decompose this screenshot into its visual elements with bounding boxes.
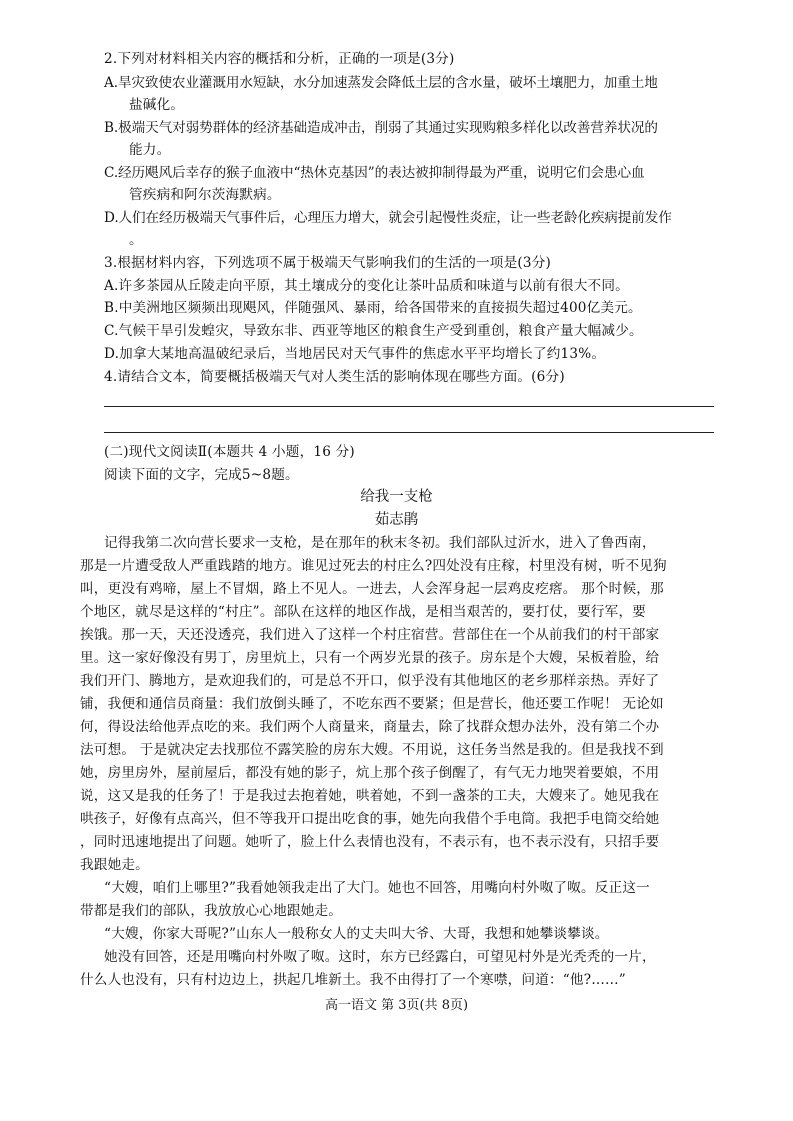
story-line: “大嫂，你家大哥呢?”山东人一般称女人的丈夫叫大爷、大哥，我想和她攀谈攀谈。	[104, 926, 609, 942]
section-heading: (二)现代文阅读Ⅱ(本题共 4 小题，16 分)	[104, 444, 355, 460]
story-line: 个地区，就尽是这样的“村庄”。部队在这样的地区作战，是相当艰苦的，要打仗，要行军，要	[80, 604, 647, 620]
q2-option-d: D.人们在经历极端天气事件后，心理压力增大，就会引起慢性炎症，让一些老龄化疾病提前发作	[104, 210, 672, 226]
q3-option-a: A.许多茶园从丘陵走向平原，其土壤成分的变化让茶叶品质和味道与以前有很大不同。	[104, 278, 629, 294]
answer-line	[104, 406, 714, 407]
q2-option-b-cont: 能力。	[129, 142, 171, 158]
story-line: 记得我第二次向营长要求一支枪，是在那年的秋末冬初。我们部队过沂水，进入了鲁西南，	[104, 535, 656, 551]
story-line: 里。这一家好像没有男丁，房里炕上，只有一个两岁光景的孩子。房东是个大嫂，呆板着脸，给	[80, 650, 660, 666]
story-line: 她，房里房外，屋前屋后，都没有她的影子，炕上那个孩子倒醒了，有气无力地哭着要娘，不用	[80, 765, 660, 781]
q2-option-b: B.极端天气对弱势群体的经济基础造成冲击，削弱了其通过实现购粮多样化以改善营养状况的	[104, 120, 658, 136]
q2-option-c: C.经历飓风后幸存的猴子血液中“热休克基因”的表达被抑制得最为严重，说明它们会患心血	[104, 165, 645, 181]
story-line: “大嫂，咱们上哪里?”我看她领我走出了大门。她也不回答，用嘴向村外呶了呶。反正这一	[104, 880, 650, 896]
story-line: 说，这又是我的任务了！于是我过去抱着她，哄着她，不到一盏茶的工夫，大嫂来了。她见我在	[80, 788, 660, 804]
story-line: ，同时迅速地提出了问题。她听了，脸上什么表情也没有，不表示有，也不表示没有，只招手要	[80, 834, 660, 850]
q2-option-a: A.旱灾致使农业灌溉用水短缺，水分加速蒸发会降低土层的含水量，破坏土壤肥力，加重土地	[104, 75, 658, 91]
story-line: 法可想。 于是就决定去找那位不露笑脸的房东大嫂。不用说，这任务当然是我的。但是我找不到	[80, 742, 664, 758]
q3-option-b: B.中美洲地区频频出现飓风，伴随强风、暴雨，给各国带来的直接损失超过400亿美元。	[104, 300, 642, 316]
story-line: 带都是我们的部队，我放放心心地跟她走。	[80, 903, 343, 919]
page-footer: 高一语文 第 3页(共 8页)	[324, 998, 469, 1013]
story-line: 她没有回答，还是用嘴向村外呶了呶。这时，东方已经露白，可望见村外是光秃秃的一片，	[104, 949, 656, 965]
q3-stem: 3.根据材料内容，下列选项不属于极端天气影响我们的生活的一项是(3分)	[104, 255, 552, 271]
story-line: 那是一片遭受敌人严重践踏的地方。谁见过死去的村庄么?四处没有庄稼，村里没有树，听不见狗	[80, 558, 667, 574]
story-line: 叫，更没有鸡啼，屋上不冒烟，路上不见人。一进去，人会浑身起一层鸡皮疙瘩。 那个时候，那	[80, 581, 664, 597]
q2-option-a-cont: 盐碱化。	[129, 97, 185, 113]
q3-option-c: C.气候干旱引发蝗灾，导致东非、西亚等地区的粮食生产受到重创，粮食产量大幅减少。	[104, 323, 643, 339]
story-line: 铺，我便和通信员商量：我们放倒头睡了，不吃东西不要紧；但是营长，他还要工作呢！ 无论如	[80, 696, 664, 712]
q2-option-d-cont: 。	[129, 232, 143, 248]
section-instruction: 阅读下面的文字，完成5~8题。	[104, 467, 299, 483]
story-line: 挨饿。那一天，天还没透亮，我们进入了这样一个村庄宿营。营部住在一个从前我们的村干部家	[80, 627, 660, 643]
q2-stem: 2.下列对材料相关内容的概括和分析，正确的一项是(3分)	[104, 51, 455, 67]
story-line: 我跟她走。	[80, 857, 149, 873]
q3-option-d: D.加拿大某地高温破纪录后，当地居民对天气事件的焦虑水平平均增长了约13%。	[104, 346, 606, 362]
q4-stem: 4.请结合文本，简要概括极端天气对人类生活的影响体现在哪些方面。(6分)	[104, 369, 565, 385]
story-line: 什么人也没有，只有村边边上，拱起几堆新土。我不由得打了一个寒噤，问道：“他?……”	[80, 972, 626, 988]
story-line: 何，得设法给他弄点吃的来。我们两个人商量来，商量去，除了找群众想办法外，没有第二个办	[80, 719, 660, 735]
q2-option-c-cont: 管疾病和阿尔茨海默病。	[129, 187, 281, 203]
story-title: 给我一支枪	[360, 489, 433, 505]
story-line: 哄孩子，好像有点高兴，但不等我开口提出吃食的事，她先向我借个手电筒。我把手电筒交给她	[80, 811, 660, 827]
story-author: 茹志鹃	[374, 512, 419, 528]
story-line: 我们开门、腾地方，是欢迎我们的，可是总不开口，似乎没有其他地区的老乡那样亲热。弄好了	[80, 673, 660, 689]
answer-line	[104, 432, 714, 433]
